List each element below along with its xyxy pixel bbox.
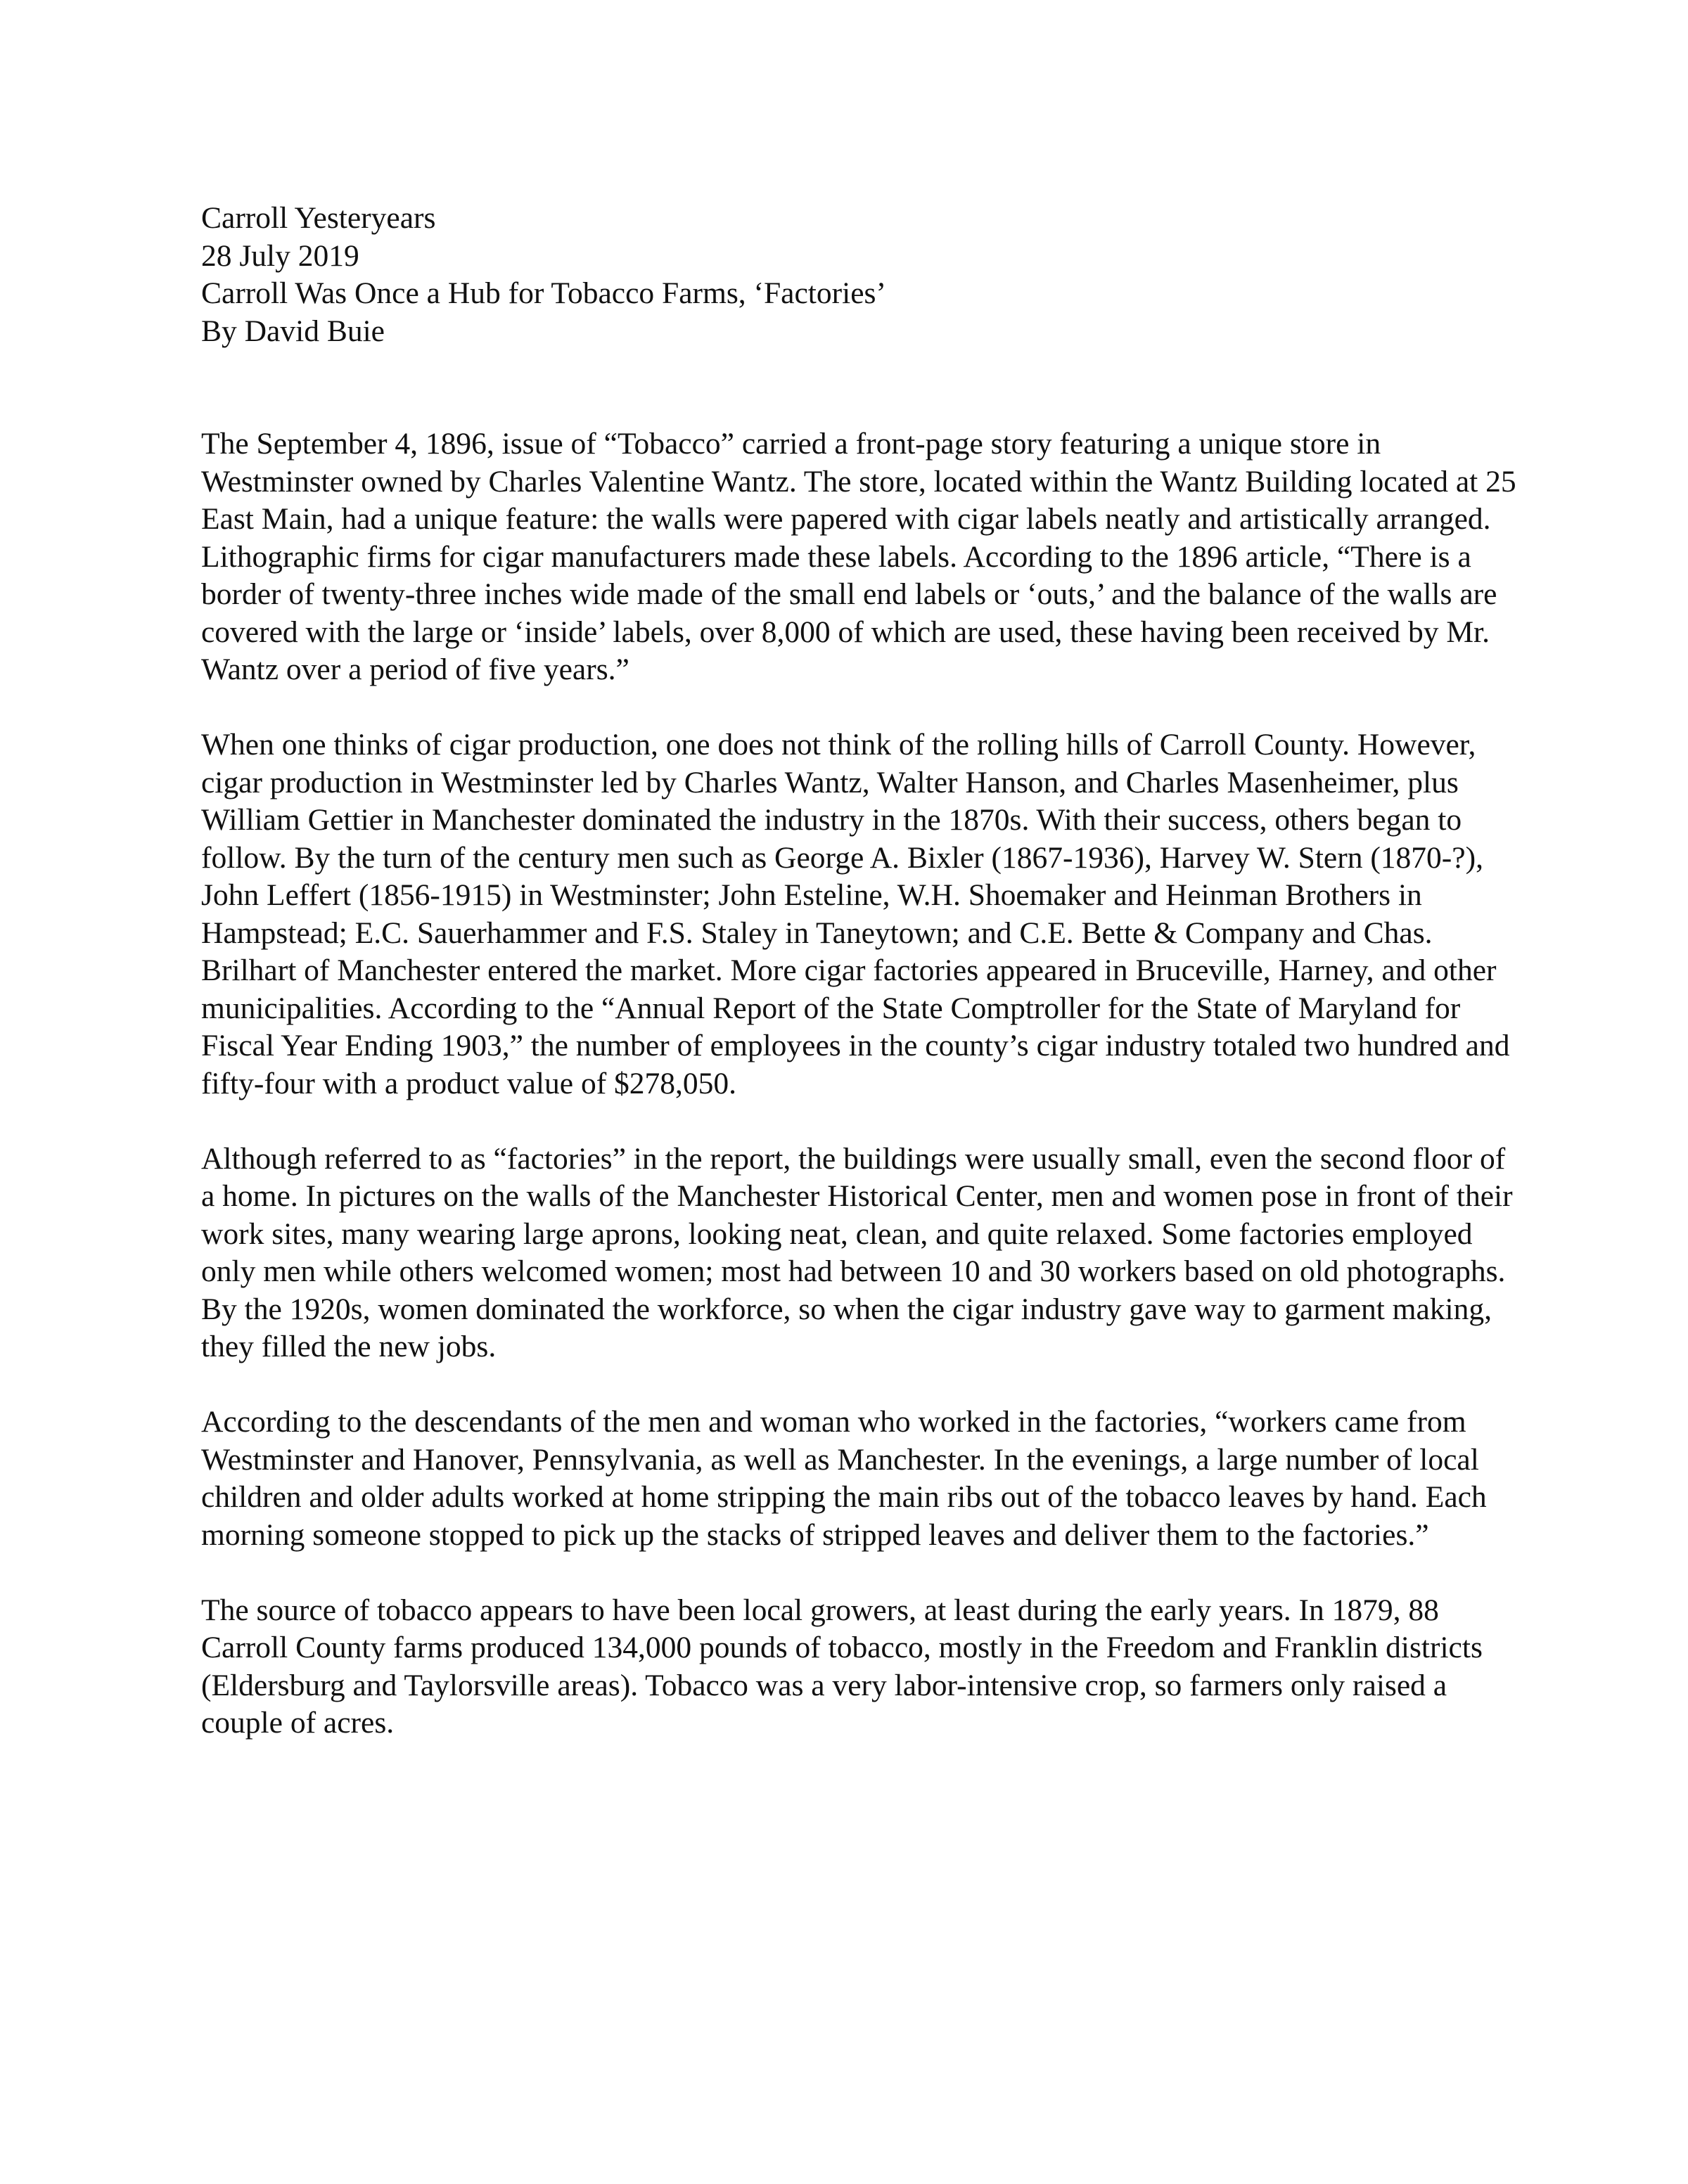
article-header <box>201 200 1523 350</box>
paragraph-5: The source of tobacco appears to have been local growers, at least during the early years. In 1879, 88 Carroll County farms produced 134,000 pounds of tobacco, mostly in the Freedom and Franklin districts (Eldersburg and Taylorsville areas). Tobacco was a very labor-intensive crop, so farmers only raised a couple of acres. <box>201 1593 1483 1740</box>
document-body <box>201 200 1523 1780</box>
paragraph-2: When one thinks of cigar production, one does not think of the rolling hills of Carroll County. However, cigar production in Westminster led by Charles Wantz, Walter Hanson, and Charles Masenheimer, plus William Gettier in Manchester dominated the industry in the 1870s. With their success, others began to follow. By the turn of the century men such as George A. Bixler (1867-1936), Harvey W. Stern (1870-?), John Leffert (1856-1915) in Westminster; John Esteline, W.H. Shoemaker and Heinman Brothers in Hampstead; E.C. Sauerhammer and F.S. Staley in Taneytown; and C.E. Bette & Company and Chas. Brilhart of Manchester entered the market. More cigar factories appeared in Bruceville, Harney, and other municipalities. According to the “Annual Report of the State Comptroller for the State of Maryland for Fiscal Year Ending 1903,” the number of employees in the county’s cigar industry totaled two hundred and fifty-four with a product value of $278,050. <box>201 728 1510 1100</box>
paragraph-1: The September 4, 1896, issue of “Tobacco” carried a front-page story featuring a unique store in Westminster owned by Charles Valentine Wantz. The store, located within the Wantz Building located at 25 East Main, had a unique feature: the walls were papered with cigar labels neatly and artistically arranged. Lithographic firms for cigar manufacturers made these labels. According to the 1896 article, “There is a border of twenty-three inches wide made of the small end labels or ‘outs,’ and the balance of the walls are covered with the large or ‘inside’ labels, over 8,000 of which are used, these having been received by Mr. Wantz over a period of five years.” <box>201 427 1516 686</box>
paragraph-3: Although referred to as “factories” in the report, the buildings were usually small, even the second floor of a home. In pictures on the walls of the Manchester Historical Center, men and women pose in front of their work sites, many wearing large aprons, looking neat, clean, and quite relaxed. Some factories employed only men while others welcomed women; most had between 10 and 30 workers based on old photographs. By the 1920s, women dominated the workforce, so when the cigar industry gave way to garment making, they filled the new jobs. <box>201 1141 1513 1363</box>
byline: By David Buie <box>201 314 385 348</box>
article-date: 28 July 2019 <box>201 238 359 273</box>
article-title: Carroll Was Once a Hub for Tobacco Farms, ‘Factories’ <box>201 276 886 310</box>
paragraph-4: According to the descendants of the men and woman who worked in the factories, “workers came from Westminster and Hanover, Pennsylvania, as well as Manchester. In the evenings, a large number of local children and older adults worked at home stripping the main ribs out of the tobacco leaves by hand. Each morning someone stopped to pick up the stacks of stripped leaves and deliver them to the factories.” <box>201 1405 1487 1552</box>
column-name: Carroll Yesteryears <box>201 201 436 235</box>
